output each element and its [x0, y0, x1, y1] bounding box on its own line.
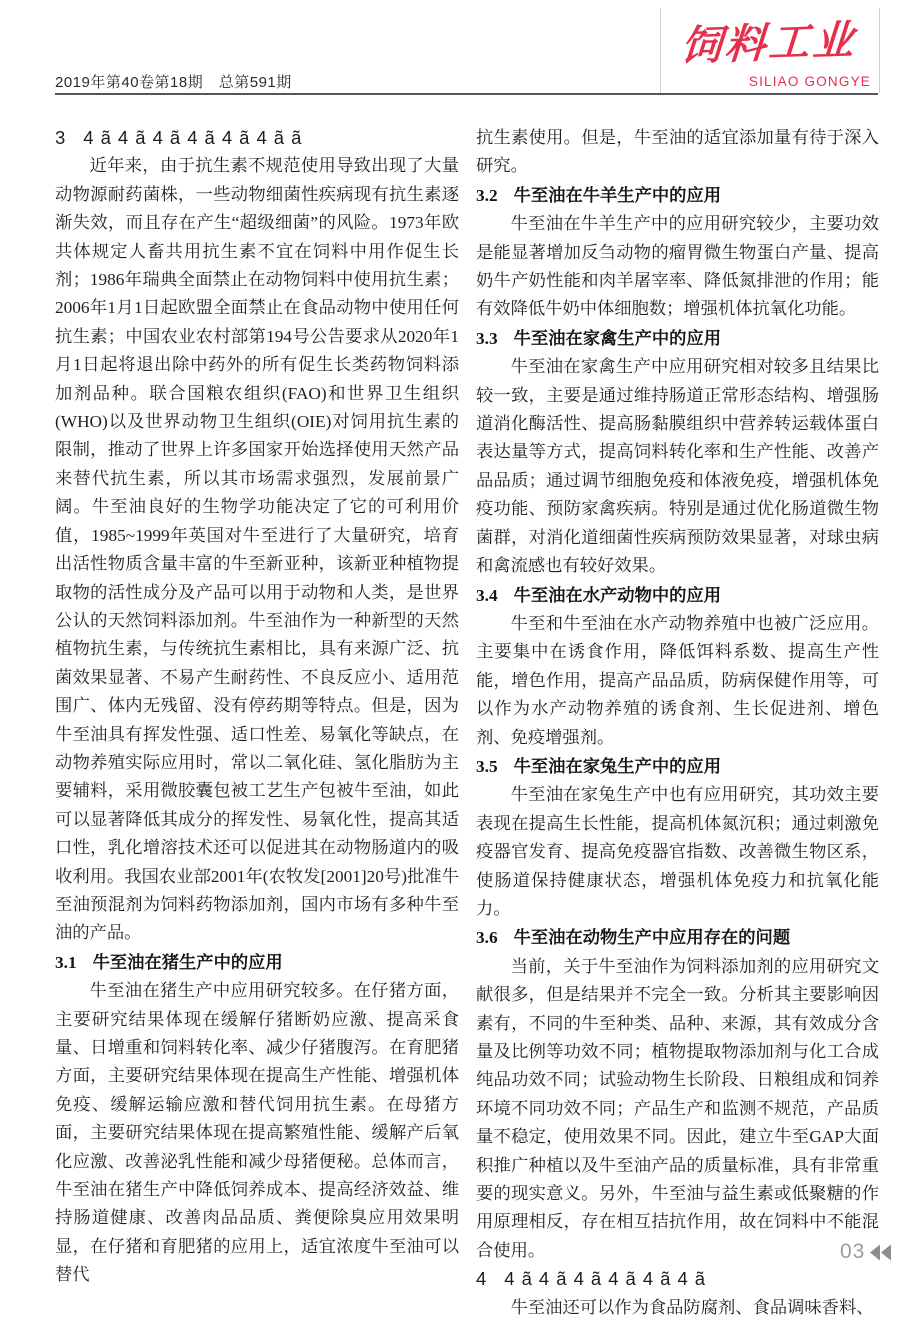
body-paragraph: 牛至油在猪生产中应用研究较多。在仔猪方面，主要研究结果体现在缓解仔猪断奶应激、提高采食量、日增重和饲料转化率、减少仔猪腹泻。在育肥猪方面，主要研究结果体现在提高生产性能、增强机体免疫、缓解运输应激和替代饲用抗生素。在母猪方面，主要研究结果体现在提高繁殖性能、缓解产后氧化应激、改善泌乳性能和减少母猪便秘。总体而言，牛至油在猪生产中降低饲养成本、提高经济效益、维持肠道健康、改善肉品品质、粪便除臭应用效果明显，在仔猪和育肥猪的应用上，适宜浓度牛至油可以替代	[55, 981, 459, 1285]
subsection-title: 牛至油在猪生产中的应用	[92, 951, 283, 972]
section-heading	[476, 1265, 879, 1293]
page-number: 03	[840, 1240, 866, 1263]
subsection-number: 3.2	[476, 185, 498, 205]
body-paragraph: 当前，关于牛至油作为饲料添加剂的应用研究文献很多，但是结果并不完全一致。分析其主要影响因素有，不同的牛至种类、品种、来源，其有效成分含量及比例等功效不同；植物提取物添加剂与化工合成纯品功效不同；试验动物生长阶段、日粮组成和饲养环境不同功效不同；产品生产和监测不规范，产品质量不稳定，使用效果不同。因此，建立牛至GAP大面积推广种植以及牛至油产品的质量标准，具有非常重要的现实意义。另外，牛至油与益生素或低聚糖的作用原理相反，存在相互拮抗作用，故在饲料中不能混合使用。	[476, 956, 879, 1260]
subsection-title: 牛至油在水产动物中的应用	[513, 584, 721, 605]
section-title: 4ã4ã4ã4ã4ã4ãã	[83, 127, 309, 148]
subsection-number: 3.3	[476, 328, 498, 348]
body-paragraph: 牛至和牛至油在水产动物养殖中也被广泛应用。主要集中在诱食作用，降低饵料系数、提高生产性能，增色作用，提高产品品质，防病保健作用等，可以作为水产动物养殖的诱食剂、生长促进剂、增色剂、免疫增强剂。	[476, 613, 879, 747]
subsection-heading	[476, 581, 879, 610]
subsection-heading	[476, 181, 879, 210]
subsection-heading	[476, 923, 879, 952]
subsection-title: 牛至油在动物生产中应用存在的问题	[513, 927, 791, 948]
section-heading	[55, 124, 459, 152]
double-left-arrows-icon	[869, 1244, 893, 1261]
body-paragraph: 牛至油在家兔生产中也有应用研究，其功效主要表现在提高生长性能，提高机体氮沉积；通过刺激免疫器官发育、提高免疫器官指数、改善微生物区系，使肠道保持健康状态，增强机体免疫力和抗氧化能力。	[476, 785, 879, 918]
journal-logo	[660, 8, 880, 93]
subsection-heading	[476, 752, 879, 781]
subsection-title: 牛至油在牛羊生产中的应用	[513, 184, 721, 205]
journal-logo-title: 饲料工业	[679, 15, 859, 71]
section-number: 3	[55, 127, 66, 148]
subsection-number: 3.4	[476, 585, 498, 605]
subsection-title: 牛至油在家禽生产中的应用	[513, 327, 721, 348]
section-title: 4ã4ã4ã4ã4ã4ã	[504, 1268, 713, 1290]
subsection-number: 3.1	[55, 952, 77, 972]
subsection-number: 3.6	[476, 928, 498, 948]
body-paragraph: 近年来，由于抗生素不规范使用导致出现了大量动物源耐药菌株，一些动物细菌性疾病现有抗生素逐渐失效，而且存在产生“超级细菌”的风险。1973年欧共体规定人畜共用抗生素不宜在饲料中用作促生长剂；1986年瑞典全面禁止在动物饲料中使用抗生素；2006年1月1日起欧盟全面禁止在食品动物中使用任何抗生素；中国农业农村部第194号公告要求从2020年1月1日起将退出除中药外的所有促生长类药物饲料添加剂品种。联合国粮农组织(FAO)和世界卫生组织(WHO)以及世界动物卫生组织(OIE)对饲用抗生素的限制，推动了世界上许多国家开始选择使用天然产品来替代抗生素，所以其市场需求强烈，发展前景广阔。牛至油良好的生物学功能决定了它的可利用价值，1985~1999年英国对牛至进行了大量研究，培育出活性物质含量丰富的牛至新亚种，该新亚种植物提取物的活性成分及产品可以用于动物和人类，是世界公认的天然饲料添加剂。牛至油作为一种新型的天然植物抗生素，与传统抗生素相比，具有来源广泛、抗菌效果显著、不易产生耐药性、不良反应小、适用范围广、体内无残留、没有停药期等特点。但是，因为牛至油具有挥发性强、适口性差、易氧化等缺点，在动物养殖实际应用时，常以二氧化硅、氢化脂肪为主要辅料，采用微胶囊包被工艺生产包被牛至油，如此可以显著降低其成分的挥发性、易氧化性，提高其适口性，乳化增溶技术还可以促进其在动物肠道内的吸收利用。我国农业部2001年(农牧发[2001]20号)批准牛至油预混剂为饲料药物添加剂，国内市场有多种牛至油的产品。	[55, 156, 459, 943]
section-number: 4	[476, 1268, 487, 1290]
journal-logo-subtitle: SILIAO GONGYE	[748, 74, 871, 89]
body-paragraph-continuation: 抗生素使用。但是，牛至油的适宜添加量有待于深入研究。	[476, 128, 879, 176]
subsection-heading	[55, 948, 459, 977]
subsection-heading	[476, 324, 879, 353]
issue-info: 2019年第40卷第18期 总第591期	[55, 74, 292, 91]
subsection-title: 牛至油在家兔生产中的应用	[513, 755, 721, 776]
body-paragraph: 牛至油在家禽生产中应用研究相对较多且结果比较一致，主要是通过维持肠道正常形态结构、增强肠道消化酶活性、提高肠黏膜组织中营养转运载体蛋白表达量等方式，提高饲料转化率和生产性能、改善产品品质；通过调节细胞免疫和体液免疫，增强机体免疫功能、预防家禽疾病。特别是通过优化肠道微生物菌群，对消化道细菌性疾病预防效果显著，对球虫病和禽流感也有较好效果。	[476, 357, 879, 576]
body-paragraph: 牛至油还可以作为食品防腐剂、食品调味香料、	[510, 1297, 874, 1317]
page-footer	[840, 1240, 893, 1264]
subsection-number: 3.5	[476, 756, 498, 776]
body-paragraph: 牛至油在牛羊生产中的应用研究较少，主要功效是能显著增加反刍动物的瘤胃微生物蛋白产量、提高奶牛产奶性能和肉羊屠宰率、降低氮排泄的作用；能有效降低牛奶中体细胞数；增强机体抗氧化功能。	[476, 214, 879, 319]
header-divider	[55, 93, 878, 95]
left-column	[55, 124, 459, 1290]
right-column	[476, 124, 879, 1322]
